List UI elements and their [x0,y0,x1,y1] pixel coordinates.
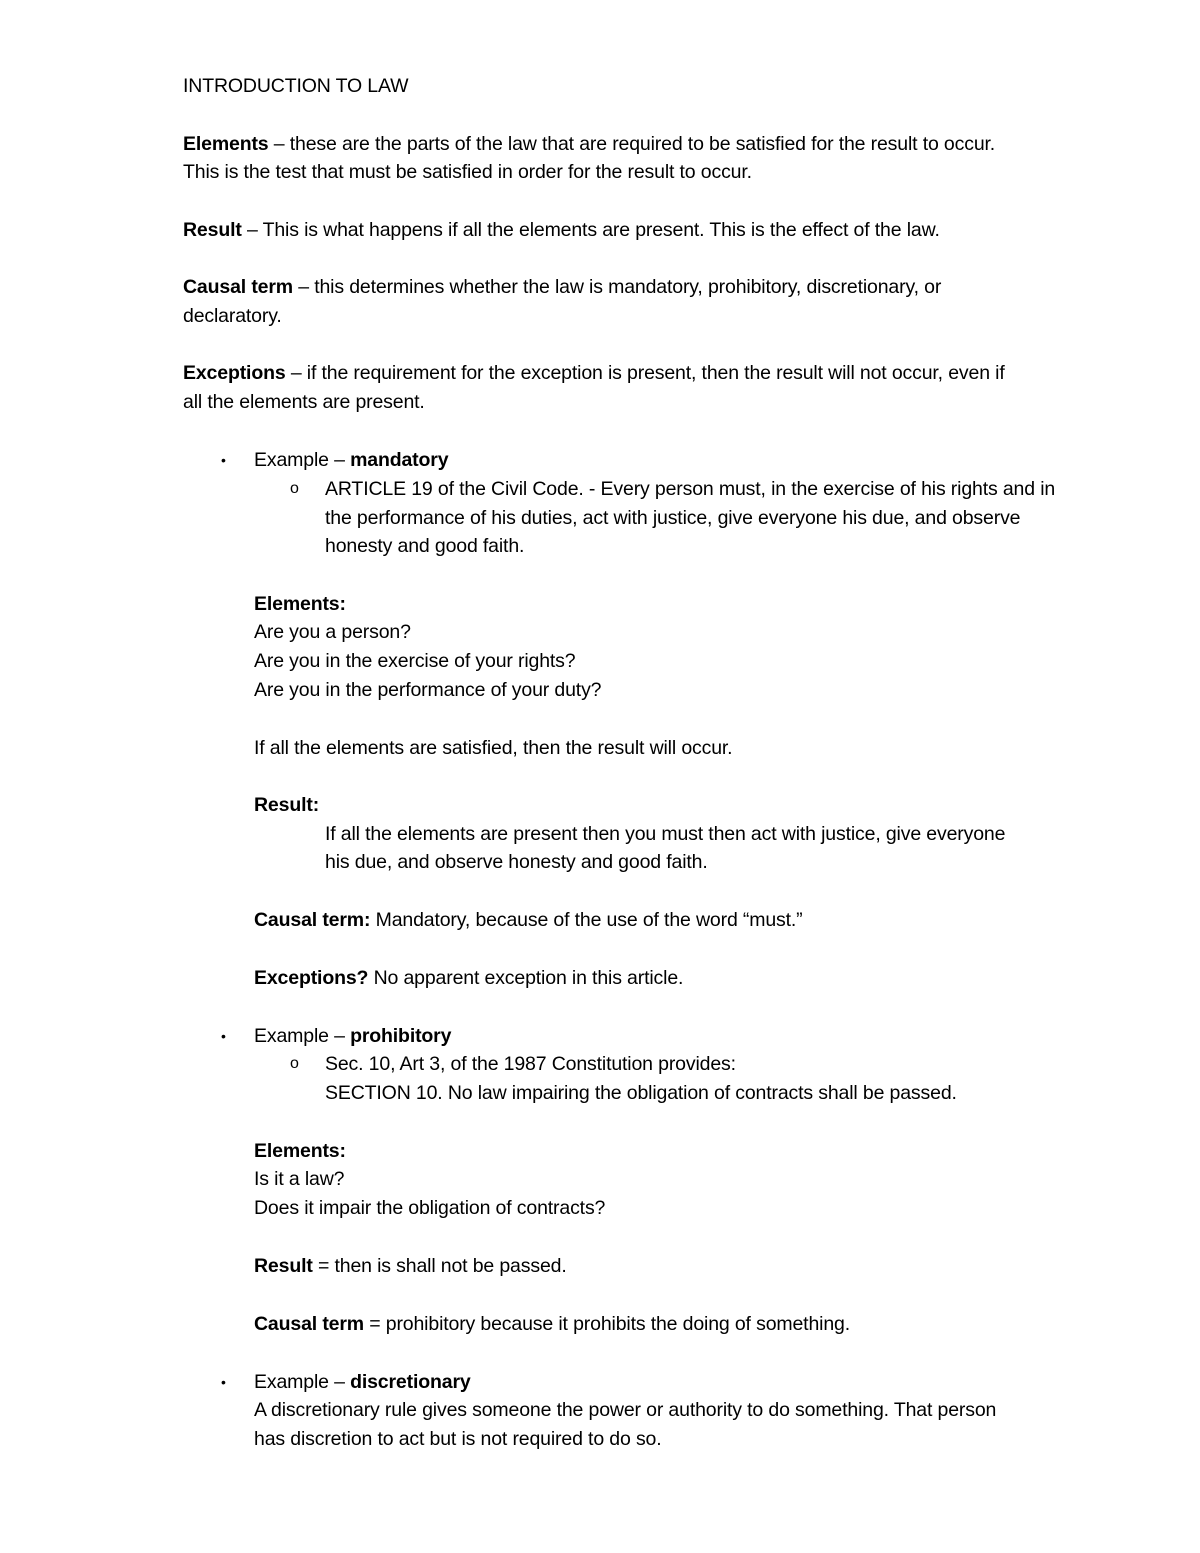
exceptions-definition-line-1: Exceptions – if the requirement for the exception is present, then the result will not occur, even if [183,362,1005,384]
mandatory-elements-label: Elements: [254,593,346,615]
elements-definition-line-2: This is the test that must be satisfied in order for the result to occur. [183,161,752,183]
mandatory-result-line-1: If all the elements are present then you must then act with justice, give everyone [325,823,1006,845]
prohibitory-element-question-2: Does it impair the obligation of contracts? [254,1197,606,1219]
elements-term: Elements [183,133,269,155]
discretionary-description-line-2: has discretion to act but is not required to do so. [254,1428,662,1450]
bullet-prohibitory: • [221,1028,226,1044]
sub-bullet-section-10: o [290,1055,299,1072]
result-term: Result [183,219,242,241]
prohibitory-elements-label: Elements: [254,1140,346,1162]
discretionary-description-line-1: A discretionary rule gives someone the power or authority to do something. That person [254,1399,997,1421]
article-19-line-2: the performance of his duties, act with justice, give everyone his due, and observe [325,507,1021,529]
article-19-line-1: ARTICLE 19 of the Civil Code. - Every person must, in the exercise of his rights and in [325,478,1056,500]
prohibitory-causal-term: Causal term = prohibitory because it prohibits the doing of something. [254,1313,850,1335]
causal-term: Causal term [183,276,293,298]
causal-definition-line-2: declaratory. [183,305,282,327]
causal-definition-line-1: Causal term – this determines whether the law is mandatory, prohibitory, discretionary, or [183,276,942,298]
sub-bullet-article-19: o [290,480,299,497]
example-prohibitory-heading: Example – prohibitory [254,1025,452,1047]
mandatory-result-label: Result: [254,794,320,816]
article-19-line-3: honesty and good faith. [325,535,525,557]
section-10-line-1: Sec. 10, Art 3, of the 1987 Constitution provides: [325,1053,736,1075]
mandatory-causal-term: Causal term: Mandatory, because of the use of the word “must.” [254,909,803,931]
mandatory-element-question-3: Are you in the performance of your duty? [254,679,602,701]
page-title: INTRODUCTION TO LAW [183,75,409,97]
mandatory-result-line-2: his due, and observe honesty and good faith. [325,851,708,873]
prohibitory-element-question-1: Is it a law? [254,1168,345,1190]
section-10-line-2: SECTION 10. No law impairing the obligation of contracts shall be passed. [325,1082,957,1104]
prohibitory-result: Result = then is shall not be passed. [254,1255,567,1277]
mandatory-exceptions: Exceptions? No apparent exception in this article. [254,967,684,989]
exceptions-definition-line-2: all the elements are present. [183,391,425,413]
mandatory-element-question-2: Are you in the exercise of your rights? [254,650,576,672]
result-definition: Result – This is what happens if all the elements are present. This is the effect of the law. [183,219,940,241]
exceptions-term: Exceptions [183,362,286,384]
example-mandatory-heading: Example – mandatory [254,449,449,471]
example-discretionary-heading: Example – discretionary [254,1371,471,1393]
mandatory-satisfied-note: If all the elements are satisfied, then the result will occur. [254,737,733,759]
bullet-discretionary: • [221,1374,226,1390]
elements-definition-line-1: Elements – these are the parts of the law that are required to be satisfied for the result to occur. [183,133,996,155]
bullet-mandatory: • [221,452,226,468]
mandatory-element-question-1: Are you a person? [254,621,411,643]
